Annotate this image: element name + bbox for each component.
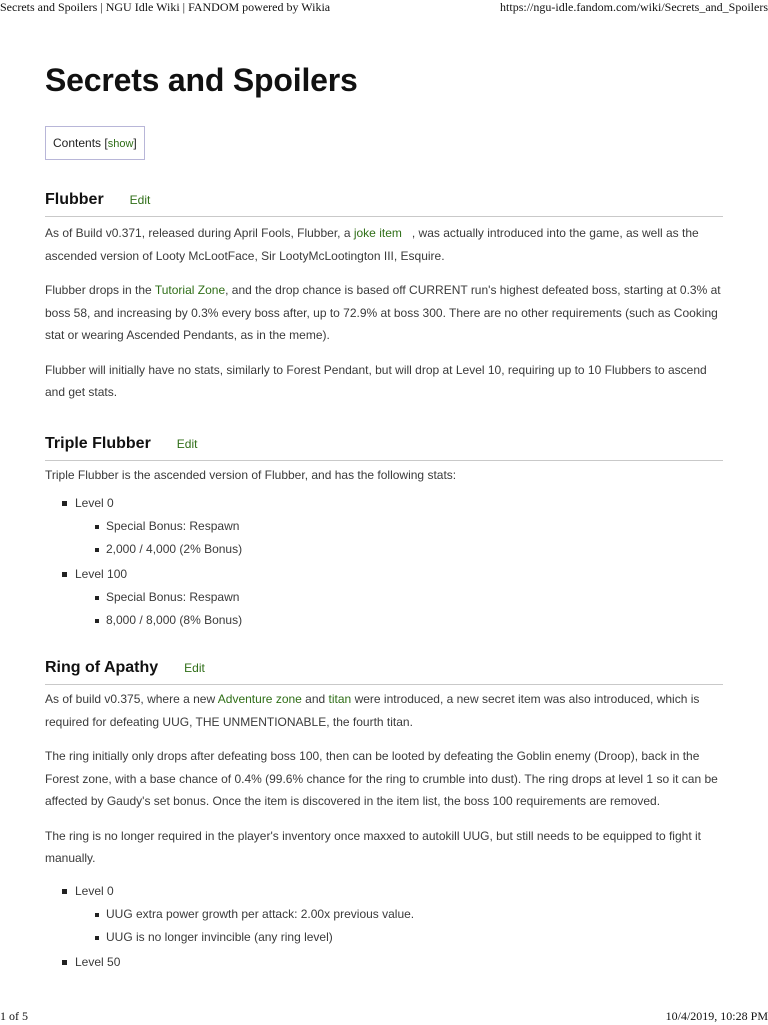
edit-link[interactable]: Edit bbox=[176, 436, 198, 451]
list-item: UUG extra power growth per attack: 2.00x previous value. bbox=[75, 903, 723, 926]
print-header bbox=[0, 0, 768, 16]
print-header-url[interactable]: https://ngu-idle.fandom.com/wiki/Secrets_and_Spoilers bbox=[500, 0, 768, 14]
list-item bbox=[45, 880, 723, 949]
sub-list bbox=[75, 903, 723, 949]
section-title: Flubber bbox=[45, 191, 104, 208]
print-footer bbox=[0, 1009, 768, 1025]
level-label: Level 0 bbox=[75, 496, 114, 510]
section-heading-flubber bbox=[45, 190, 723, 217]
section-heading-ring-of-apathy bbox=[45, 658, 723, 685]
text: , and the drop chance is based off CURRENT run's highest defeated boss, starting at 0.3% at boss 58, and increasing by 0.3% every boss after, up to 72.9% at boss 300. There are no other requirements (such as Cooking stat or wearing Ascended Pendants, as in the meme). bbox=[45, 283, 721, 342]
text: As of Build v0.371, released during April Fools, Flubber, a bbox=[45, 226, 354, 240]
level-label: Level 100 bbox=[75, 567, 128, 581]
text: were introduced, a new secret item was also introduced, which is required for defeating UUG, THE UNMENTIONABLE, the fourth titan. bbox=[45, 692, 700, 729]
print-datetime: 10/4/2019, 10:28 PM bbox=[665, 1009, 768, 1023]
list-item bbox=[45, 951, 723, 974]
joke-item-link[interactable]: joke item bbox=[353, 226, 402, 240]
level-label: Level 50 bbox=[75, 954, 121, 969]
paragraph: Flubber will initially have no stats, similarly to Forest Pendant, but will drop at Level 10, requiring up to 10 Flubbers to ascend and get stats. bbox=[45, 362, 707, 399]
list-item: 8,000 / 8,000 (8% Bonus) bbox=[75, 609, 723, 632]
paragraph bbox=[45, 222, 723, 267]
text: and bbox=[301, 692, 329, 706]
section-title: Triple Flubber bbox=[45, 434, 151, 452]
level-label: Level 0 bbox=[75, 883, 114, 898]
section-title: Ring of Apathy bbox=[45, 659, 159, 676]
text: , was actually introduced into the game, as well as the ascended version of Looty McLootFace, Sir LootyMcLootington III, Esquire. bbox=[45, 226, 703, 263]
paragraph: The ring initially only drops after defeating boss 100, then can be looted by defeating the Goblin enemy (Droop), back in the Forest zone, with a base chance of 0.4% (99.6% chance for the ring to crumble into dust). The ring drops at level 1 so it can be affected by Gaudy's set bonus. Once the item is discovered in the item list, the boss 100 requirements are removed. bbox=[45, 749, 718, 808]
toc-show-toggle[interactable]: show bbox=[107, 138, 134, 150]
tutorial-zone-link[interactable]: Tutorial Zone bbox=[154, 283, 226, 297]
page-number: 1 of 5 bbox=[0, 1009, 28, 1023]
paragraph bbox=[45, 688, 723, 733]
print-header-title: Secrets and Spoilers | NGU Idle Wiki | FANDOM powered by Wikia bbox=[0, 0, 331, 14]
edit-link[interactable]: Edit bbox=[129, 193, 151, 207]
page-title: Secrets and Spoilers bbox=[45, 62, 358, 98]
titan-link[interactable]: titan bbox=[328, 692, 352, 706]
list-item: Special Bonus: Respawn bbox=[75, 586, 723, 609]
toc-label: Contents bbox=[53, 136, 102, 150]
table-of-contents bbox=[45, 126, 145, 160]
paragraph: Triple Flubber is the ascended version of Flubber, and has the following stats: bbox=[45, 467, 457, 482]
toc-open-bracket: [ bbox=[104, 136, 108, 150]
list-item: UUG is no longer invincible (any ring level) bbox=[75, 926, 723, 949]
list-item bbox=[45, 492, 723, 561]
paragraph bbox=[45, 279, 723, 347]
toc-close-bracket: ] bbox=[133, 136, 137, 150]
text: As of build v0.375, where a new bbox=[45, 692, 218, 706]
adventure-zone-link[interactable]: Adventure zone bbox=[217, 692, 302, 706]
text: Flubber drops in the bbox=[45, 283, 155, 297]
list-item: Special Bonus: Respawn bbox=[75, 515, 723, 538]
stats-list bbox=[45, 492, 723, 632]
list-item bbox=[45, 563, 723, 632]
edit-link[interactable]: Edit bbox=[184, 661, 205, 675]
list-item: 2,000 / 4,000 (2% Bonus) bbox=[75, 538, 723, 561]
sub-list bbox=[75, 586, 723, 632]
ring-level-list bbox=[45, 880, 723, 974]
section-heading-triple-flubber bbox=[45, 434, 723, 461]
article-content bbox=[45, 58, 723, 974]
paragraph: The ring is no longer required in the player's inventory once maxxed to autokill UUG, but still needs to be equipped to fight it manually. bbox=[45, 828, 701, 865]
sub-list bbox=[75, 515, 723, 561]
